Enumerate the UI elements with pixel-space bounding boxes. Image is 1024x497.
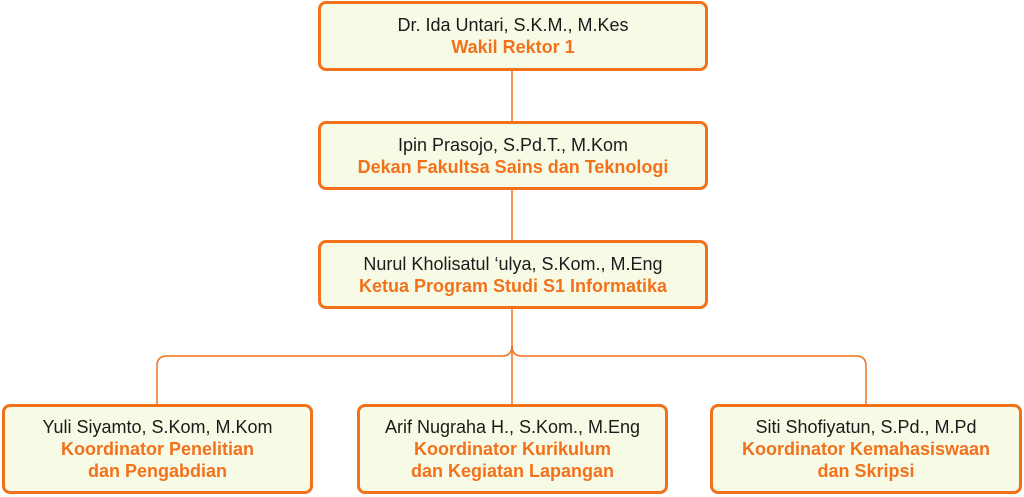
node-name: Nurul Kholisatul ‘ulya, S.Kom., M.Eng bbox=[363, 253, 663, 274]
node-name: Yuli Siyamto, S.Kom, M.Kom bbox=[42, 417, 273, 437]
org-node-koordinator-kemahasiswaan bbox=[710, 404, 1022, 494]
org-node-wakil-rektor bbox=[318, 1, 708, 71]
node-role-line2: dan Skripsi bbox=[817, 461, 915, 481]
connector-3-4 bbox=[157, 346, 512, 404]
node-name: Arif Nugraha H., S.Kom., M.Eng bbox=[384, 417, 641, 437]
node-role: Wakil Rektor 1 bbox=[451, 37, 575, 57]
node-role-line1: Koordinator Kurikulum bbox=[414, 439, 611, 459]
connector-3-6 bbox=[512, 346, 866, 404]
org-node-dekan bbox=[318, 121, 708, 190]
org-node-koordinator-penelitian bbox=[2, 404, 313, 494]
node-name: Dr. Ida Untari, S.K.M., M.Kes bbox=[397, 15, 629, 35]
node-name: Ipin Prasojo, S.Pd.T., M.Kom bbox=[397, 134, 629, 155]
node-name: Siti Shofiyatun, S.Pd., M.Pd bbox=[755, 417, 977, 437]
org-node-koordinator-kurikulum bbox=[357, 404, 668, 494]
node-role: Ketua Program Studi S1 Informatika bbox=[358, 275, 668, 296]
node-role: Dekan Fakultsa Sains dan Teknologi bbox=[357, 156, 669, 177]
node-role-line1: Koordinator Penelitian bbox=[60, 439, 255, 459]
node-role-line2: dan Kegiatan Lapangan bbox=[410, 461, 615, 481]
node-role-line1: Koordinator Kemahasiswaan bbox=[741, 439, 991, 459]
org-node-kaprodi bbox=[318, 240, 708, 309]
node-role-line2: dan Pengabdian bbox=[87, 461, 228, 481]
